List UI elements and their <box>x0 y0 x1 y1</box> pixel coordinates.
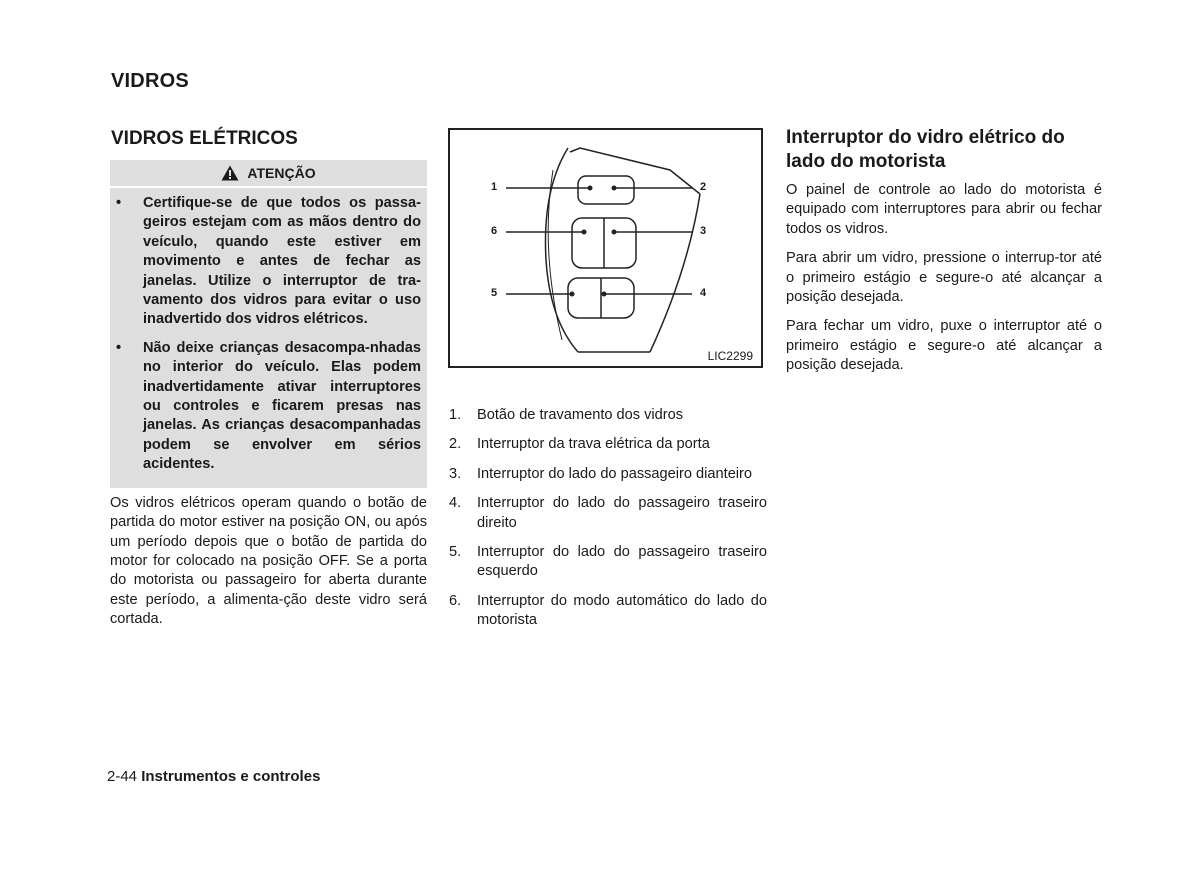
warning-heading: ATENÇÃO <box>247 165 316 181</box>
legend-number: 1. <box>449 407 462 423</box>
warning-list <box>110 188 427 475</box>
subsection-title: VIDROS ELÉTRICOS <box>111 128 298 149</box>
callout-3: 3 <box>700 225 707 237</box>
switch-panel-figure <box>448 128 763 368</box>
warning-item-text: Não deixe crianças desacompa-nhadas no interior do veículo. Elas podem inadvertidamente ativar interruptores ou controles e ficarem presas nas janelas. As crianças desacompanhadas podem se envolver em sérios acidentes. <box>143 339 421 473</box>
left-column <box>110 128 427 630</box>
callout-5: 5 <box>491 287 498 299</box>
callout-4: 4 <box>700 287 707 299</box>
legend-number: 4. <box>449 495 462 512</box>
section-title: VIDROS <box>111 70 189 92</box>
legend-number: 3. <box>449 465 462 482</box>
warning-header <box>110 160 427 188</box>
callout-2: 2 <box>700 181 707 193</box>
bullet: • <box>116 339 122 356</box>
legend-item <box>449 435 767 454</box>
right-column <box>786 126 1102 386</box>
warning-item <box>110 194 421 330</box>
callout-1: 1 <box>491 181 498 193</box>
legend-number: 6. <box>449 592 462 609</box>
legend-item <box>449 592 767 631</box>
callout-6: 6 <box>491 225 498 237</box>
driver-section-heading: Interruptor do vidro elétrico do lado do motorista <box>786 127 1065 172</box>
warning-item <box>110 339 421 475</box>
bullet: • <box>116 195 122 211</box>
legend-item <box>449 406 767 425</box>
legend-item <box>449 494 767 533</box>
legend-text: Interruptor do lado do passageiro dianteiro <box>477 465 753 482</box>
switch-panel-illustration <box>450 130 761 366</box>
chapter-title: Instrumentos e controles <box>141 768 321 785</box>
warning-triangle-icon <box>221 165 239 181</box>
figure-code: LIC2299 <box>707 349 753 363</box>
legend-text: Interruptor do lado do passageiro traseiro direito <box>477 495 767 531</box>
legend-text: Interruptor do modo automático do lado do motorista <box>477 592 767 629</box>
driver-paragraph: Para abrir um vidro, pressione o interrup-tor até o primeiro estágio e segure-o até alcançar a posição desejada. <box>786 250 1102 306</box>
intro-paragraph: Os vidros elétricos operam quando o botão de partida do motor estiver na posição ON, ou após um período depois que o botão de partida do motor for colocado na posição OFF. Se a porta do motorista ou passageiro for aberta durante este período, a alimenta-ção deste vidro será cortada. <box>110 494 427 628</box>
legend-item <box>449 543 767 582</box>
page-footer <box>107 768 320 785</box>
legend-item <box>449 465 767 484</box>
page-number: 2-44 <box>107 768 138 785</box>
legend-number: 2. <box>449 436 462 453</box>
legend-text: Interruptor do lado do passageiro traseiro esquerdo <box>477 544 767 580</box>
legend-number: 5. <box>449 544 462 561</box>
warning-item-text: Certifique-se de que todos os passa-geiros estejam com as mãos dentro do veículo, quando este estiver em movimento e antes de fechar as janelas. Utilize o interruptor de tra-vamento dos vidros para evitar o uso inadvertido dos vidros elétricos. <box>143 195 421 328</box>
figure-legend-list <box>449 406 767 641</box>
driver-paragraph: Para fechar um vidro, puxe o interruptor até o primeiro estágio e segure-o até alcançar a posição desejada. <box>786 318 1102 374</box>
legend-text: Botão de travamento dos vidros <box>477 407 684 423</box>
warning-box <box>110 160 427 488</box>
legend-text: Interruptor da trava elétrica da porta <box>477 436 710 453</box>
driver-paragraph: O painel de controle ao lado do motorista é equipado com interruptores para abrir ou fechar todos os vidros. <box>786 182 1102 237</box>
